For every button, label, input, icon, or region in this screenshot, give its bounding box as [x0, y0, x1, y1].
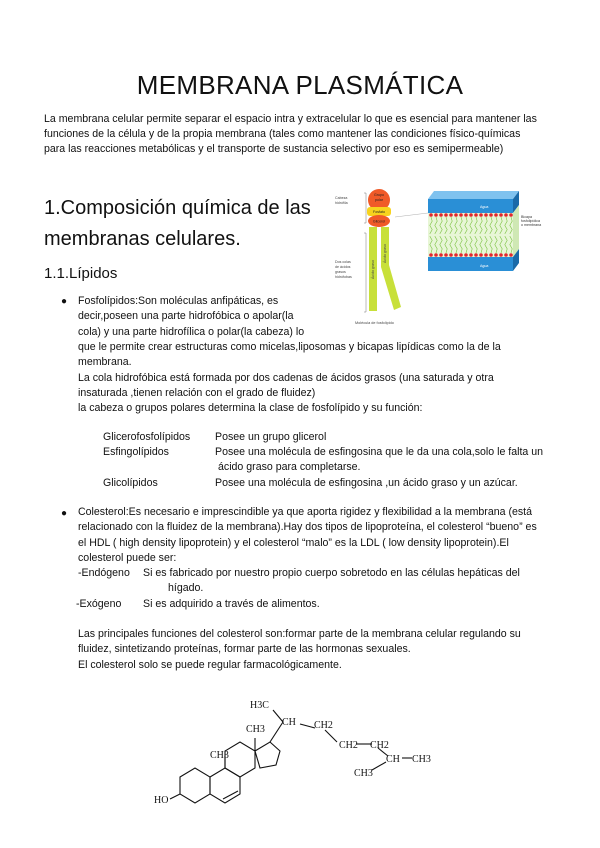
bilayer-label: Bicapa	[521, 215, 532, 219]
text-line: La cola hidrofóbica está formada por dos cadenas de ácidos grasos (una saturada y otra	[78, 371, 494, 384]
head-label: Grupo	[374, 193, 384, 197]
endogeno-desc	[143, 566, 563, 597]
formula-label: CH	[282, 717, 296, 728]
lipid-head-bead	[454, 253, 458, 257]
lipid-head-bead	[494, 253, 498, 257]
text-line: decir,poseen una parte hidrofóbica o apolar(la	[78, 310, 294, 323]
head-label: Fosfato	[373, 210, 385, 214]
tail-label: Ácido graso	[371, 260, 375, 279]
page-title: MEMBRANA PLASMÁTICA	[136, 70, 464, 100]
text-line: insaturada ,tienen relación con el grado de fluidez)	[78, 386, 316, 399]
heading-line: 1.Composición química de las	[44, 197, 311, 219]
lipid-head-bead	[499, 253, 503, 257]
table-term: Glicerofosfolípidos	[103, 431, 191, 443]
lipid-head-bead	[449, 253, 453, 257]
diagram-label: hidrófila	[335, 201, 348, 205]
phospholipid-diagram	[333, 187, 545, 330]
head-label: Glicerol	[372, 219, 386, 224]
lipid-head-bead	[509, 253, 513, 257]
fosfolipidos-intro	[78, 294, 328, 340]
table-term: Glicolípidos	[103, 477, 158, 489]
formula-label: CH2	[314, 720, 333, 731]
lipid-head-bead	[454, 213, 458, 217]
lipid-head-bead	[494, 213, 498, 217]
bilayer-label: fosfolipídica	[521, 219, 540, 223]
text-line: hígado.	[168, 582, 204, 595]
text-line: Fosfolípidos:Son moléculas anfipáticas, es	[78, 295, 279, 307]
heading-line: membranas celulares.	[44, 228, 241, 250]
colesterol-functions	[78, 627, 568, 673]
bullet-icon: ●	[61, 508, 68, 519]
formula-label: CH3	[246, 724, 265, 735]
table-desc: Posee una molécula de esfingosina ,un ácido graso y un azúcar.	[215, 477, 518, 489]
lipid-head-bead	[444, 253, 448, 257]
lipid-head-bead	[464, 213, 468, 217]
text-line: ácido graso para completarse.	[218, 461, 361, 474]
lipid-head-bead	[439, 213, 443, 217]
bilayer-block	[428, 191, 519, 271]
lipid-head-bead	[459, 253, 463, 257]
lipid-head-bead	[469, 213, 473, 217]
lipid-head-bead	[489, 253, 493, 257]
table-term: Esfingolípidos	[103, 446, 169, 458]
block-label: Agua	[480, 205, 489, 209]
text-line: la cabeza o grupos polares determina la clase de fosfolípido y su función:	[78, 402, 423, 415]
fatty-acid-tail-shape	[381, 227, 401, 310]
block-label: Agua	[480, 264, 489, 268]
text-line: el HDL ( high density lipoprotein) y el colesterol “malo” es la LDL ( low density lipoprotein).El	[78, 536, 509, 549]
table-desc	[215, 445, 575, 476]
lipid-head-bead	[444, 213, 448, 217]
exogeno-term: -Exógeno	[76, 598, 122, 610]
diagram-label: Cabeza	[335, 196, 348, 200]
diagram-label: Dos colas	[335, 260, 351, 264]
lipid-head-bead	[459, 213, 463, 217]
bullet-icon: ●	[61, 296, 68, 307]
intro-line: funciones de la célula y de la propia membrana (tales como mantener las condiciones físico-químicas	[44, 128, 521, 140]
lipid-head-bead	[479, 213, 483, 217]
endogeno-term: -Endógeno	[78, 567, 130, 579]
text-line: cola) y una parte hidrofílica o polar(la cabeza) lo	[78, 325, 305, 338]
lipid-head-bead	[434, 213, 438, 217]
section-heading-1-1: 1.1.Lípidos	[44, 265, 118, 282]
bilayer-label: o membrana	[521, 223, 542, 227]
lipid-head-bead	[464, 253, 468, 257]
exogeno-desc: Si es adquirido a través de alimentos.	[143, 598, 320, 610]
lipid-head-bead	[489, 213, 493, 217]
formula-label: HO	[154, 795, 169, 806]
diagram-caption: Molécula de fosfolípido	[355, 321, 394, 325]
intro-line: La membrana celular permite separar el espacio intra y extracelular lo que es esencial para mantener las	[44, 113, 537, 125]
cholesterol-structure	[150, 692, 440, 817]
formula-label: H3C	[250, 700, 269, 711]
formula-label: CH3	[354, 768, 373, 779]
lipid-head-bead	[484, 253, 488, 257]
lipid-head-bead	[469, 253, 473, 257]
lipid-head-bead	[429, 253, 433, 257]
formula-label: CH2	[370, 740, 389, 751]
intro-line: para las reacciones metabólicas y el transporte de sustancia selectivo por eso es semipermeable)	[44, 143, 504, 155]
text-line: fluidez, sintetizando proteínas, formar parte de las hormonas sexuales.	[78, 643, 411, 656]
table-desc: Posee un grupo glicerol	[215, 431, 327, 443]
lipid-head-bead	[479, 253, 483, 257]
lipid-head-bead	[474, 253, 478, 257]
lipid-head-bead	[484, 213, 488, 217]
lipid-head-bead	[504, 213, 508, 217]
lipid-head-bead	[474, 213, 478, 217]
text-line: El colesterol solo se puede regular farmacológicamente.	[78, 658, 342, 671]
section-heading-1	[44, 193, 334, 255]
lipid-head-bead	[504, 253, 508, 257]
text-line: Si es fabricado por nuestro propio cuerpo sobretodo en las células hepáticas del	[143, 567, 520, 579]
formula-label: CH3	[210, 750, 229, 761]
lipid-head-bead	[429, 213, 433, 217]
text-line: Posee una molécula de esfingosina que le da una cola,solo le falta un	[215, 446, 544, 458]
lipid-head-bead	[439, 253, 443, 257]
text-line: Las principales funciones del colesterol son:formar parte de la membrana celular regulando su	[78, 628, 521, 640]
diagram-label: hidrófobas	[335, 275, 352, 279]
fosfolipidos-body	[78, 340, 568, 416]
diagram-label: grasos	[335, 270, 346, 274]
lipid-head-bead	[509, 213, 513, 217]
lipid-head-bead	[434, 253, 438, 257]
lipid-head-bead	[499, 213, 503, 217]
intro-paragraph	[44, 112, 564, 157]
text-line: membrana.	[78, 356, 132, 369]
text-line: colesterol puede ser:	[78, 551, 177, 564]
text-line: que le permite crear estructuras como micelas,liposomas y bicapas lipídicas como la de la	[78, 341, 501, 353]
formula-label: CH2	[339, 740, 358, 751]
text-line: Colesterol:Es necesario e imprescindible ya que aporta rigidez y flexibilidad a la membrana (está	[78, 506, 532, 518]
lipid-head-bead	[449, 213, 453, 217]
colesterol-paragraph	[78, 505, 568, 566]
text-line: relacionado con la fluidez de la membrana).Hay dos tipos de lipoproteína, el colesterol “bueno” es	[78, 521, 537, 534]
tail-label: Ácido graso	[383, 244, 387, 263]
formula-label: CH3	[412, 754, 431, 765]
formula-label: CH	[386, 754, 400, 765]
diagram-label: de ácidos	[335, 265, 351, 269]
head-label: polar	[375, 198, 383, 202]
